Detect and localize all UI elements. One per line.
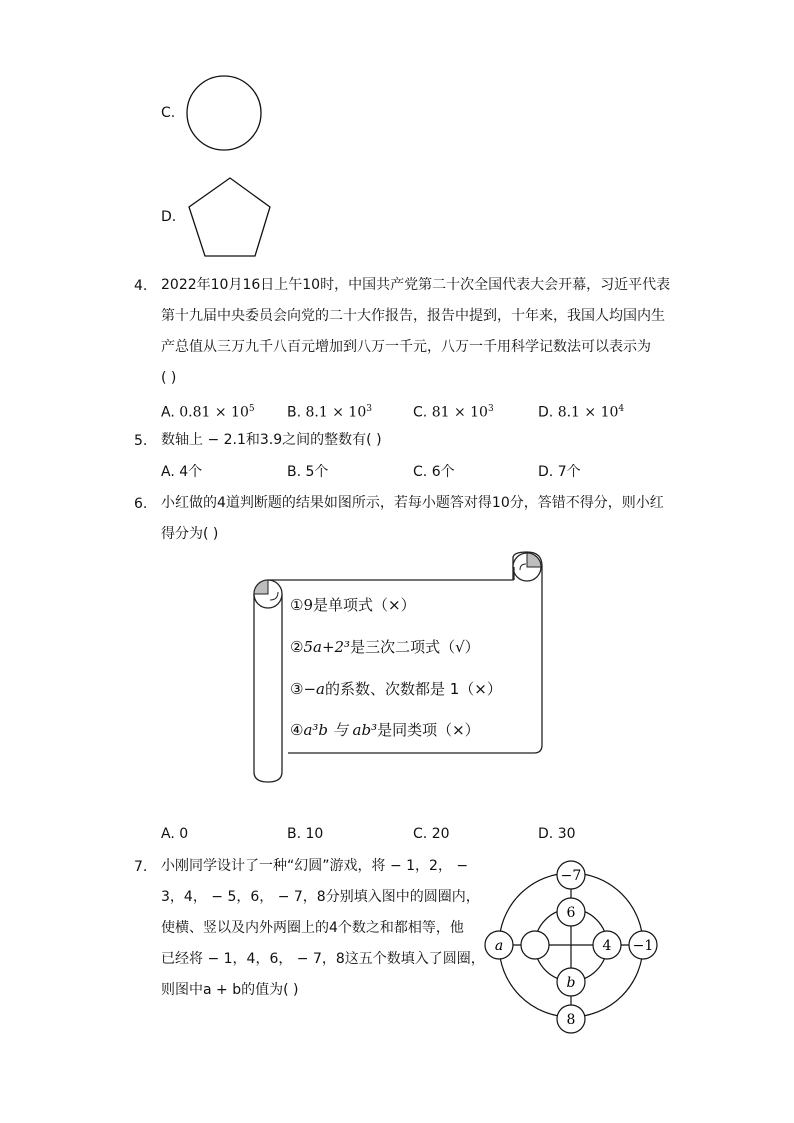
q5-option-a[interactable]: A. 4个 bbox=[161, 464, 203, 480]
q4-option-b[interactable]: B. $8.1 \times 10^3$ bbox=[287, 404, 372, 421]
node-outer-left-label: a bbox=[494, 938, 504, 954]
scroll-item-2: ②5a+2³是三次二项式（√） bbox=[290, 638, 480, 656]
q6-number: 6. bbox=[134, 496, 148, 512]
circle-figure bbox=[184, 74, 266, 154]
q4-option-d[interactable]: D. $8.1 \times 10^4$ bbox=[538, 404, 625, 421]
q7-line-2: 3，4， − 5，6， − 7，8分别填入图中的圆圈内， bbox=[161, 889, 480, 905]
q6-line-2: 得分为( ) bbox=[161, 526, 219, 542]
q6-option-b[interactable]: B. 10 bbox=[287, 826, 324, 842]
q4-line-1: 2022年10月16日上午10时，中国共产党第二十次全国代表大会开幕，习近平代表 bbox=[161, 277, 671, 293]
q4-option-a[interactable]: A. $0.81 \times 10^5$ bbox=[161, 404, 255, 421]
q7-line-3: 使横、竖以及内外两圈上的4个数之和都相等，他 bbox=[161, 920, 464, 936]
scroll-figure bbox=[248, 550, 548, 786]
q4-option-c[interactable]: C. $81 \times 10^3$ bbox=[413, 404, 494, 421]
node-inner-top-label: 6 bbox=[566, 905, 576, 921]
q4-line-3: 产总值从三万九千八百元增加到八万一千元，八万一千用科学记数法可以表示为 bbox=[161, 339, 651, 355]
q5-option-d[interactable]: D. 7个 bbox=[538, 464, 581, 480]
scroll-item-4: ④a³b 与 ab³是同类项（×） bbox=[290, 721, 480, 739]
scroll-item-3: ③−a的系数、次数都是 1（×） bbox=[290, 680, 502, 698]
q5-option-b[interactable]: B. 5个 bbox=[287, 464, 329, 480]
scroll-item-1: ①9是单项式（×） bbox=[290, 596, 416, 614]
node-inner-bottom-label: b bbox=[566, 975, 576, 991]
magic-circle-diagram bbox=[480, 856, 660, 1036]
q6-option-c[interactable]: C. 20 bbox=[413, 826, 450, 842]
q5-option-c[interactable]: C. 6个 bbox=[413, 464, 455, 480]
q5-text: 数轴上 − 2.1和3.9之间的整数有( ) bbox=[161, 432, 382, 448]
node-outer-right-label: −1 bbox=[632, 938, 654, 954]
q7-line-5: 则图中a + b的值为( ) bbox=[161, 982, 299, 998]
q4-line-2: 第十九届中央委员会向党的二十大作报告，报告中提到，十年来，我国人均国内生 bbox=[161, 308, 665, 324]
q6-option-d[interactable]: D. 30 bbox=[538, 826, 576, 842]
q6-line-1: 小红做的4道判断题的结果如图所示，若每小题答对得10分，答错不得分，则小红 bbox=[161, 495, 664, 511]
node-bottom-label: 8 bbox=[566, 1012, 576, 1028]
option-d-label: D. bbox=[161, 209, 177, 225]
option-c-label: C. bbox=[161, 105, 176, 121]
q7-line-1: 小刚同学设计了一种“幻圆”游戏，将 − 1，2， − bbox=[161, 858, 469, 874]
node-inner-right-label: 4 bbox=[602, 938, 612, 954]
q4-line-4: ( ) bbox=[161, 370, 177, 386]
node-inner-left bbox=[521, 931, 549, 959]
q7-number: 7. bbox=[134, 859, 148, 875]
q6-option-a[interactable]: A. 0 bbox=[161, 826, 189, 842]
pentagon-figure bbox=[184, 174, 274, 260]
q4-number: 4. bbox=[134, 278, 148, 294]
node-top-label: −7 bbox=[560, 868, 582, 884]
q7-line-4: 已经将 − 1，4，6， − 7，8这五个数填入了圆圈， bbox=[161, 951, 485, 967]
q5-number: 5. bbox=[134, 433, 148, 449]
